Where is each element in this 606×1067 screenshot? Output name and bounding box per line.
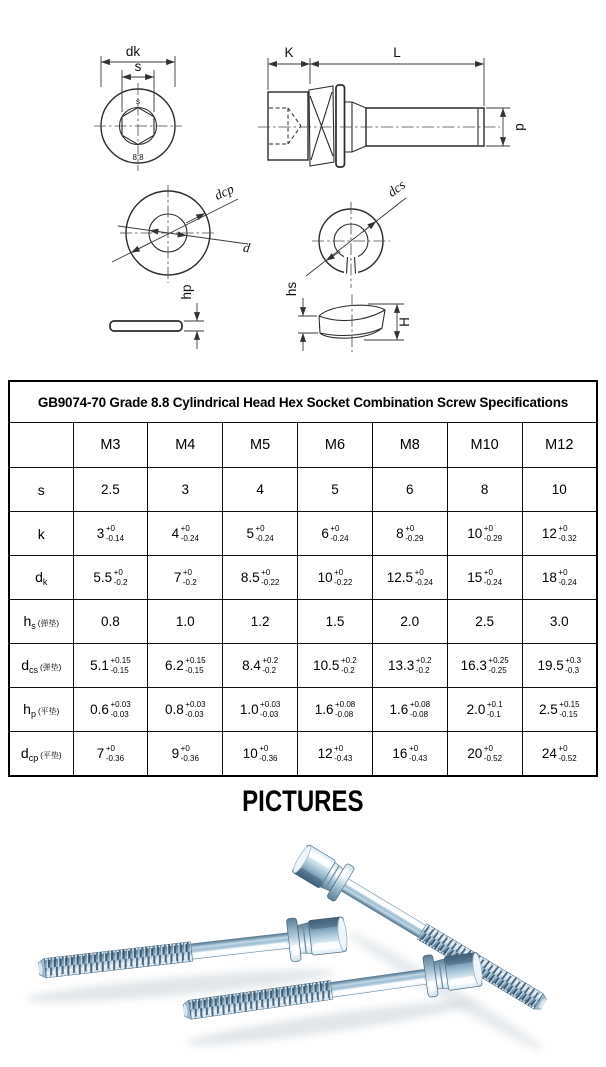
dim-label-d-washer: d [242,239,252,256]
value-with-tolerance [392,744,427,763]
row-label-main: s [37,481,45,498]
spec-cell: 1.0 [148,600,223,644]
col-header: M10 [447,423,522,468]
spec-cell: 4 [223,468,298,512]
tolerance-upper: +0 [330,523,340,533]
tolerance [416,656,432,675]
tolerance-upper: +0 [558,743,568,753]
value-with-tolerance [97,744,124,763]
tolerance [330,524,348,543]
tolerance [341,656,357,675]
tolerance-upper: +0 [408,743,419,753]
row-label-main: d [21,656,29,673]
spec-cell [372,644,447,688]
tolerance-lower: -0.52 [483,753,503,763]
tolerance [415,568,433,587]
value-with-tolerance [90,700,131,719]
value-base: 4 [171,526,180,541]
head-top-view [94,44,182,171]
dim-label-s: s [134,59,142,74]
value-with-tolerance [318,568,353,587]
value-with-tolerance [542,524,577,543]
spec-cell [298,688,373,732]
spec-row [9,512,597,556]
spec-cell [223,556,298,600]
tolerance [110,700,130,719]
value-with-tolerance [467,524,502,543]
flat-washer-top-view [112,181,251,283]
value-with-tolerance [97,524,124,543]
value-base: 18 [541,570,557,585]
value-base: 7 [96,746,105,761]
spec-cell [447,556,522,600]
tolerance-upper: +0.3 [565,655,582,665]
tolerance [565,656,581,675]
tolerance-upper: +0 [105,523,115,533]
row-label [9,688,73,732]
col-header: M12 [522,423,597,468]
tolerance-upper: +0.15 [559,699,580,709]
spec-cell: 0.8 [73,600,148,644]
spec-cell [298,556,373,600]
tolerance-lower: -0.24 [414,577,433,587]
tolerance-lower: -0.03 [260,709,279,719]
value-with-tolerance [174,568,197,587]
spec-row [9,468,597,512]
value-with-tolerance [396,524,423,543]
value-base: 1.6 [389,702,409,717]
tolerance-upper: +0 [483,743,493,753]
spec-cell: 10 [522,468,597,512]
value-with-tolerance [539,700,580,719]
spec-cell [73,556,148,600]
tolerance [559,700,579,719]
tolerance-lower: -0.15 [185,665,204,675]
dim-label-dcp: dcp [212,181,237,203]
tolerance-upper: +0 [334,567,344,577]
grade-mark: 8.8 [132,153,144,162]
spec-cell [522,732,597,777]
pictures-heading [0,785,606,819]
spec-cell [148,556,223,600]
spec-cell [298,732,373,777]
tolerance [484,524,502,543]
tolerance-upper: +0 [113,567,123,577]
tolerance-upper: +0 [180,743,190,753]
row-label [9,600,73,644]
spec-cell [447,512,522,556]
tolerance [334,744,352,763]
value-base: 8.4 [242,658,261,673]
value-base: 10.5 [313,658,340,673]
row-label-main: h [23,612,32,629]
spec-cell: 2.5 [73,468,148,512]
dim-label-K: K [284,45,294,60]
tolerance-lower: -0.03 [185,709,204,719]
value-base: 3 [96,526,105,541]
spec-row [9,556,597,600]
value-base: 10 [467,526,483,541]
value-with-tolerance [241,568,280,587]
value-base: 1.0 [239,702,259,717]
tolerance-lower: -0.2 [182,577,197,587]
tolerance-lower: -0.24 [180,533,199,543]
value-with-tolerance [542,744,577,763]
spec-row [9,688,597,732]
row-label [9,468,73,512]
value-base: 8.5 [240,570,260,585]
value-base: 1.6 [314,702,334,717]
value-base: 12 [541,526,557,541]
spec-cell [372,512,447,556]
tolerance-upper: +0.2 [415,655,432,665]
tolerance-lower: -0.43 [408,753,428,763]
tolerance-lower: -0.52 [558,753,577,763]
col-header: M3 [73,423,148,468]
value-base: 8 [396,526,404,541]
spec-cell [73,688,148,732]
dim-label-dk: dk [125,44,141,59]
pictures-heading-text: PICTURES [242,785,364,818]
tolerance-lower: -0.2 [415,665,430,675]
tolerance-lower: -0.43 [334,753,353,763]
spec-row [9,732,597,777]
spec-row [9,600,597,644]
tolerance [262,656,278,675]
row-label [9,512,73,556]
tolerance-upper: +0 [182,567,192,577]
product-photo [0,821,606,1067]
tolerance [558,568,576,587]
value-with-tolerance [93,568,127,587]
tolerance [261,568,279,587]
spec-cell [223,512,298,556]
spring-washer-top-view [306,177,408,288]
row-label [9,644,73,688]
tolerance [484,568,502,587]
col-header: M6 [298,423,373,468]
tolerance [110,656,130,675]
tolerance-upper: +0 [405,523,415,533]
value-base: 20 [467,746,483,761]
value-with-tolerance [467,700,503,719]
tolerance-lower: -0.29 [405,533,424,543]
spec-table [8,380,598,777]
spec-cell [223,644,298,688]
tolerance [260,700,280,719]
value-base: 5 [246,526,254,541]
dim-label-dcs: dcs [384,177,409,200]
value-with-tolerance [388,656,432,675]
spec-cell [73,732,148,777]
tolerance-lower: -0.2 [113,577,128,587]
value-base: 12 [317,746,333,761]
table-title: GB9074-70 Grade 8.8 Cylindrical Head Hex Socket Combination Screw Specifications [9,381,597,423]
spec-cell [522,556,597,600]
tolerance [488,656,508,675]
tolerance-lower: -0.36 [105,753,125,763]
row-label-sub: cs [28,664,38,675]
tolerance-lower: -0.25 [488,665,507,675]
spec-cell [148,732,223,777]
value-base: 5.5 [93,570,113,585]
tolerance [558,524,576,543]
spec-cell [223,688,298,732]
tolerance-upper: +0 [483,523,493,533]
value-with-tolerance [542,568,577,587]
spec-cell [522,512,597,556]
tolerance-lower: -0.08 [409,709,429,719]
value-base: 13.3 [388,658,415,673]
tolerance-lower: -0.22 [334,577,353,587]
row-label-sub: p [30,708,36,719]
spec-cell [148,512,223,556]
tolerance-upper: +0 [255,523,265,533]
value-base: 10 [242,746,258,761]
row-label-main: d [35,568,43,585]
corner-cell [9,423,73,468]
spec-row [9,644,597,688]
value-with-tolerance [243,744,278,763]
value-with-tolerance [467,568,502,587]
tolerance [181,744,199,763]
tolerance [181,524,199,543]
tolerance [335,700,355,719]
tolerance-lower: -0.24 [255,533,274,543]
row-label-main: d [20,744,29,761]
tolerance [410,700,430,719]
technical-drawing [0,0,606,376]
value-with-tolerance [242,656,278,675]
tolerance [114,568,128,587]
value-with-tolerance [321,524,348,543]
tolerance-upper: +0 [261,567,271,577]
tolerance-upper: +0 [414,567,424,577]
value-base: 24 [541,746,557,761]
spec-cell: 3 [148,468,223,512]
value-with-tolerance [165,700,206,719]
tolerance [487,700,503,719]
tolerance-lower: -0.36 [259,753,278,763]
row-label-note: (平垫) [40,750,62,760]
tolerance-upper: +0 [558,567,568,577]
value-base: 16.3 [460,658,487,673]
col-header: M8 [372,423,447,468]
spec-cell: 1.5 [298,600,373,644]
tolerance [334,568,352,587]
row-label-sub: k [42,576,48,587]
row-label-note: (弹垫) [39,662,62,672]
screw-side-view [258,45,528,167]
tolerance-upper: +0 [105,743,115,753]
spec-cell: 2.5 [447,600,522,644]
value-base: 9 [171,746,180,761]
spec-cell [298,512,373,556]
tolerance [183,568,197,587]
tolerance-lower: -0.08 [334,709,354,719]
value-base: 2.5 [539,702,558,717]
tolerance-upper: +0.2 [262,655,279,665]
tolerance-upper: +0.03 [110,699,131,709]
tolerance [106,524,124,543]
spec-cell: 3.0 [522,600,597,644]
col-header: M5 [223,423,298,468]
tolerance [558,744,576,763]
value-with-tolerance [172,744,199,763]
value-base: 0.8 [165,702,184,717]
value-with-tolerance [313,656,357,675]
spec-cell [73,512,148,556]
value-base: 19.5 [537,658,564,673]
tolerance-lower: -0.24 [558,577,577,587]
value-base: 10 [317,570,333,585]
value-base: 12.5 [386,570,414,585]
tolerance [185,656,205,675]
value-with-tolerance [537,656,581,675]
tolerance [185,700,205,719]
dim-label-H: H [397,317,412,327]
tolerance [256,524,274,543]
tolerance-upper: +0 [334,743,344,753]
row-label-sub: cp [28,752,39,763]
tolerance-upper: +0 [259,743,269,753]
socket-s-mark: s [136,97,140,106]
row-label [9,732,73,777]
tolerance-upper: +0.03 [260,699,281,709]
tolerance [259,744,277,763]
value-with-tolerance [172,524,199,543]
spec-cell [148,688,223,732]
tolerance-upper: +0.08 [409,699,431,709]
value-base: 15 [467,570,483,585]
value-with-tolerance [318,744,353,763]
spec-cell [447,688,522,732]
spec-cell [223,732,298,777]
tolerance-lower: -0.2 [262,665,277,675]
tolerance-upper: +0 [180,523,190,533]
spec-cell [522,688,597,732]
row-label-main: h [23,700,31,717]
flat-washer-side-view [110,284,204,349]
tolerance-lower: -0.2 [340,665,355,675]
tolerance-upper: +0.03 [185,699,206,709]
tolerance-upper: +0.15 [110,655,131,665]
tolerance-lower: -0.29 [483,533,503,543]
tolerance-lower: -0.14 [105,533,125,543]
tolerance [484,744,502,763]
value-base: 6 [321,526,329,541]
spec-cell [372,556,447,600]
value-base: 5.1 [90,658,109,673]
value-with-tolerance [240,700,281,719]
tolerance-upper: +0.1 [486,699,503,709]
spec-cell [372,688,447,732]
spec-cell: 8 [447,468,522,512]
tolerance-upper: +0.2 [340,655,357,665]
tolerance-lower: -0.3 [565,665,580,675]
value-with-tolerance [246,524,273,543]
tolerance-upper: +0.15 [185,655,206,665]
col-header: M4 [148,423,223,468]
row-label-note: (平垫) [37,706,60,716]
spec-cell: 6 [372,468,447,512]
dim-label-L: L [393,45,401,60]
value-with-tolerance [165,656,206,675]
row-label-sub: s [31,620,36,631]
spec-header-row [9,423,597,468]
value-with-tolerance [315,700,356,719]
spec-cell [372,732,447,777]
tolerance-lower: -0.03 [110,709,129,719]
dim-label-hs: hs [284,281,299,297]
spec-cell [447,644,522,688]
value-base: 6.2 [165,658,184,673]
value-base: 7 [173,570,182,585]
tolerance-lower: -0.36 [180,753,199,763]
dim-label-hp: hp [179,284,194,300]
spec-cell [298,644,373,688]
row-label [9,556,73,600]
spec-cell: 2.0 [372,600,447,644]
tolerance-lower: -0.15 [110,665,129,675]
table-title-row [9,381,597,423]
spec-cell [522,644,597,688]
value-base: 16 [392,746,408,761]
spec-cell [73,644,148,688]
value-with-tolerance [390,700,431,719]
tolerance [405,524,423,543]
tolerance-upper: +0.08 [334,699,356,709]
value-base: 0.6 [90,702,109,717]
spring-washer-side-view [284,282,412,352]
tolerance-upper: +0 [558,523,568,533]
dim-label-d-side: d [513,123,528,131]
tolerance-lower: -0.24 [330,533,349,543]
spec-cell [148,644,223,688]
tolerance-lower: -0.15 [559,709,578,719]
value-with-tolerance [467,744,502,763]
spec-cell [447,732,522,777]
tolerance-upper: +0.25 [488,655,509,665]
tolerance-lower: -0.1 [486,709,501,719]
tolerance [409,744,427,763]
tolerance-lower: -0.22 [261,577,280,587]
tolerance [106,744,124,763]
row-label-main: k [37,525,45,542]
tolerance-upper: +0 [483,567,493,577]
spec-cell: 5 [298,468,373,512]
tolerance-lower: -0.32 [558,533,577,543]
tolerance-lower: -0.24 [483,577,503,587]
spec-cell: 1.2 [223,600,298,644]
value-with-tolerance [90,656,131,675]
value-with-tolerance [387,568,433,587]
value-with-tolerance [461,656,509,675]
row-label-note: (弹垫) [37,618,60,628]
value-base: 2.0 [466,702,486,717]
